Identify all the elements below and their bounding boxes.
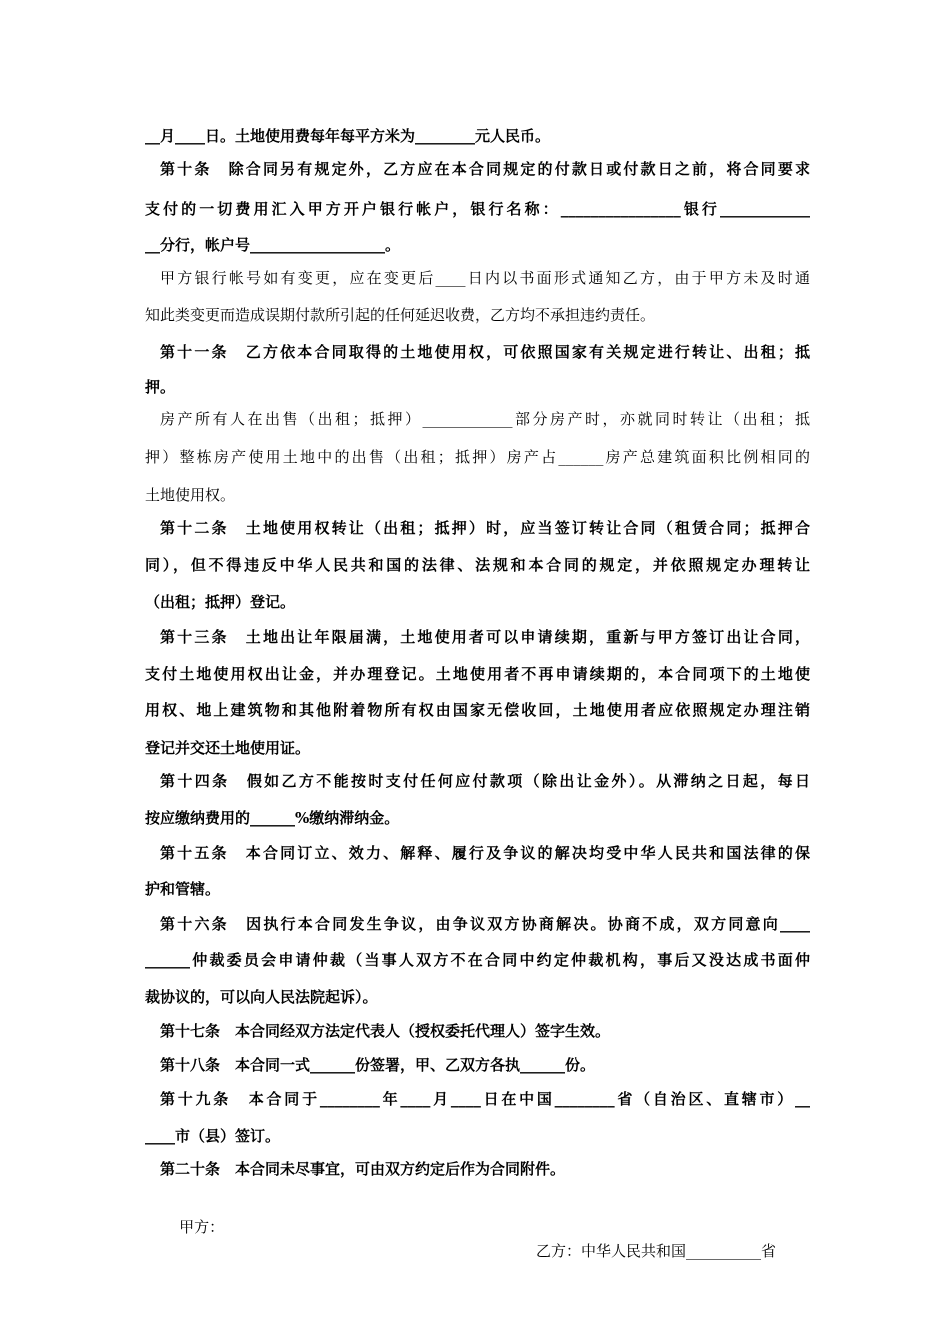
text-line: 支付的一切费用汇入甲方开户银行帐户，银行名称：________________银行____________	[145, 200, 810, 218]
text-line: ______仲裁委员会申请仲裁（当事人双方不在合同中约定仲裁机构，事后又没达成书面仲	[145, 951, 810, 969]
text-line: 支付土地使用权出让金，并办理登记。土地使用者不再申请续期的，本合同项下的土地使	[145, 665, 810, 683]
text-line: 房产所有人在出售（出租；抵押）____________部分房产时，亦就同时转让（出租；抵	[160, 410, 810, 428]
text-line: 按应缴纳费用的______%缴纳滞纳金。	[145, 809, 400, 827]
text-line: __月____日。土地使用费每年每平方米为________元人民币。	[145, 127, 551, 145]
text-line: 护和管辖。	[145, 880, 221, 898]
text-line: 第十一条 乙方依本合同取得的土地使用权，可依照国家有关规定进行转让、出租；抵	[160, 343, 810, 361]
signature-row	[160, 1191, 810, 1260]
text-line: 押）整栋房产使用土地中的出售（出租；抵押）房产占______房产总建筑面积比例相同的	[145, 448, 810, 466]
text-line: 第十三条 土地出让年限届满，土地使用者可以申请续期，重新与甲方签订出让合同，	[160, 628, 810, 646]
text-line: 第十条 除合同另有规定外，乙方应在本合同规定的付款日或付款日之前，将合同要求	[160, 160, 810, 178]
party-a-label: 甲方：	[179, 1218, 225, 1236]
text-line: __分行，帐户号__________________。	[145, 236, 401, 254]
party-b-label: 乙方：中华人民共和国__________省	[536, 1242, 777, 1260]
text-line: 押。	[145, 378, 176, 396]
text-line: 第十七条 本合同经双方法定代表人（授权委托代理人）签字生效。	[160, 1022, 611, 1040]
text-line: 裁协议的，可以向人民法院起诉）。	[145, 988, 378, 1006]
text-line: （出租；抵押）登记。	[145, 593, 296, 611]
text-line: 第十五条 本合同订立、效力、解释、履行及争议的解决均受中华人民共和国法律的保	[160, 844, 810, 862]
text-line: 登记并交还土地使用证。	[145, 739, 311, 757]
text-line: 同），但不得违反中华人民共和国的法律、法规和本合同的规定，并依照规定办理转让	[145, 556, 810, 574]
text-line: 第十九条 本合同于________年____月____日在中国________省（自治区、直辖市）__	[160, 1090, 810, 1108]
text-line: 第二十条 本合同未尽事宜，可由双方约定后作为合同附件。	[160, 1160, 566, 1178]
text-line: 第十六条 因执行本合同发生争议，由争议双方协商解决。协商不成，双方同意向____	[160, 915, 810, 933]
text-line: 第十八条 本合同一式______份签署，甲、乙双方各执______份。	[160, 1056, 596, 1074]
text-line: 知此类变更而造成误期付款所引起的任何延迟收费，乙方均不承担违约责任。	[145, 306, 656, 324]
text-line: 甲方银行帐号如有变更，应在变更后____日内以书面形式通知乙方，由于甲方未及时通	[160, 269, 810, 287]
text-line: ____市（县）签订。	[145, 1127, 281, 1145]
text-line: 第十二条 土地使用权转让（出租；抵押）时，应当签订转让合同（租赁合同；抵押合	[160, 519, 810, 537]
text-line: 第十四条 假如乙方不能按时支付任何应付款项（除出让金外）。从滞纳之日起，每日	[160, 772, 810, 790]
text-line: 土地使用权。	[145, 486, 236, 504]
text-line: 用权、地上建筑物和其他附着物所有权由国家无偿收回，土地使用者应依照规定办理注销	[145, 701, 810, 719]
